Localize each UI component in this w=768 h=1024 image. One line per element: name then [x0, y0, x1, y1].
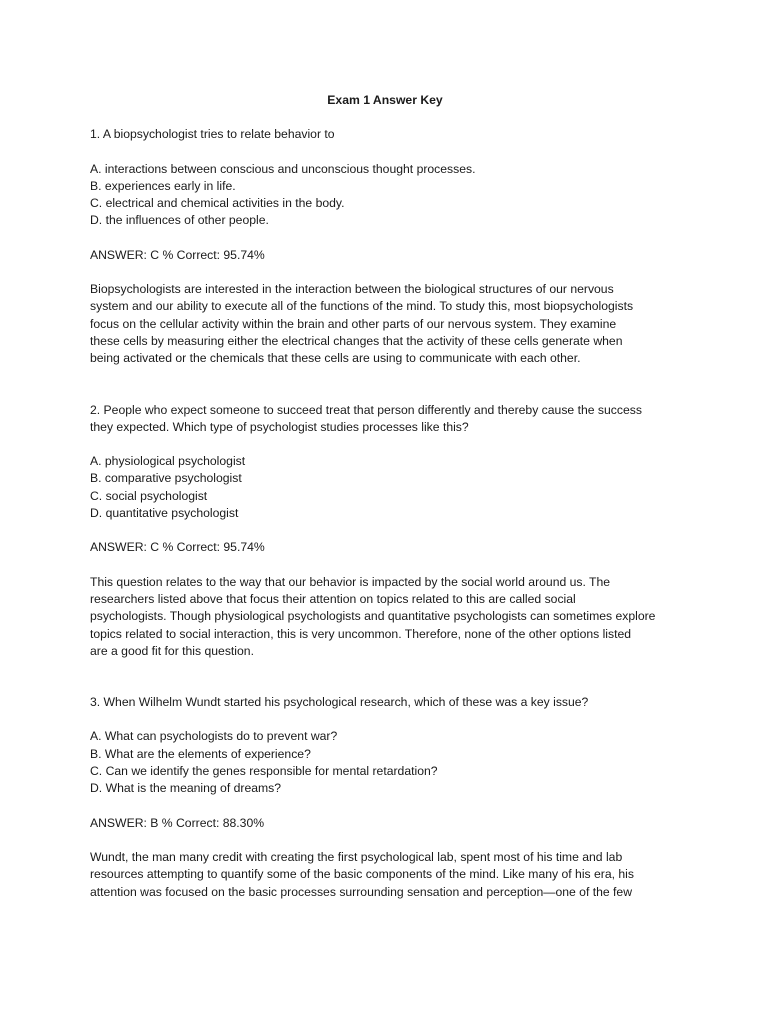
- answer-line: ANSWER: C % Correct: 95.74%: [90, 247, 265, 262]
- question-2: [90, 402, 680, 437]
- explanation-line: resources attempting to quantify some of the basic components of the mind. Like many of his era, his: [90, 867, 634, 882]
- question-2-answer: [90, 539, 680, 556]
- option-d: D. quantitative psychologist: [90, 506, 239, 521]
- explanation-line: system and our ability to execute all of the functions of the mind. To study this, most biopsychologists: [90, 299, 634, 314]
- option-b: B. experiences early in life.: [90, 178, 236, 193]
- explanation-line: being activated or the chemicals that these cells are using to communicate with each other.: [90, 351, 581, 366]
- question-text: 3. When Wilhelm Wundt started his psychological research, which of these was a key issue?: [90, 695, 589, 710]
- option-b: B. comparative psychologist: [90, 471, 242, 486]
- explanation-line: focus on the cellular activity within the brain and other parts of our nervous system. They examine: [90, 316, 617, 331]
- question-1-answer: [90, 247, 680, 264]
- question-3-options: [90, 728, 680, 797]
- explanation-line: are a good fit for this question.: [90, 643, 254, 658]
- option-d: D. What is the meaning of dreams?: [90, 781, 282, 796]
- option-d: D. the influences of other people.: [90, 213, 269, 228]
- answer-key-page: [90, 92, 680, 918]
- explanation-line: psychologists. Though physiological psychologists and quantitative psychologists can sometimes explore: [90, 609, 656, 624]
- question-1-explanation: [90, 281, 680, 367]
- document-title: Exam 1 Answer Key: [327, 93, 443, 107]
- explanation-line: Wundt, the man many credit with creating the first psychological lab, spent most of his time and lab: [90, 849, 623, 864]
- question-text: 2. People who expect someone to succeed treat that person differently and thereby cause the success: [90, 402, 642, 417]
- question-3-explanation: [90, 849, 680, 901]
- option-c: C. Can we identify the genes responsible for mental retardation?: [90, 764, 438, 779]
- question-2-options: [90, 453, 680, 522]
- explanation-line: attention was focused on the basic processes surrounding sensation and perception—one of the few: [90, 884, 633, 899]
- answer-line: ANSWER: C % Correct: 95.74%: [90, 540, 265, 555]
- question-text: 1. A biopsychologist tries to relate behavior to: [90, 127, 335, 142]
- question-text: they expected. Which type of psychologist studies processes like this?: [90, 419, 469, 434]
- explanation-line: these cells by measuring either the electrical changes that the activity of these cells generate when: [90, 333, 623, 348]
- spacer: [90, 385, 680, 402]
- answer-line: ANSWER: B % Correct: 88.30%: [90, 815, 265, 830]
- spacer: [90, 677, 680, 694]
- option-b: B. What are the elements of experience?: [90, 746, 311, 761]
- option-a: A. interactions between conscious and unconscious thought processes.: [90, 161, 476, 176]
- explanation-line: Biopsychologists are interested in the interaction between the biological structures of our nervous: [90, 282, 614, 297]
- explanation-line: This question relates to the way that our behavior is impacted by the social world around us. The: [90, 574, 611, 589]
- option-c: C. social psychologist: [90, 488, 208, 503]
- question-2-explanation: [90, 574, 680, 660]
- explanation-line: topics related to social interaction, this is very uncommon. Therefore, none of the other options listed: [90, 626, 632, 641]
- question-1: [90, 126, 680, 143]
- question-3-answer: [90, 815, 680, 832]
- option-a: A. What can psychologists do to prevent war?: [90, 729, 338, 744]
- question-1-options: [90, 161, 680, 230]
- explanation-line: researchers listed above that focus their attention on topics related to this are called social: [90, 591, 576, 606]
- option-a: A. physiological psychologist: [90, 454, 246, 469]
- option-c: C. electrical and chemical activities in the body.: [90, 196, 345, 211]
- question-3: [90, 694, 680, 711]
